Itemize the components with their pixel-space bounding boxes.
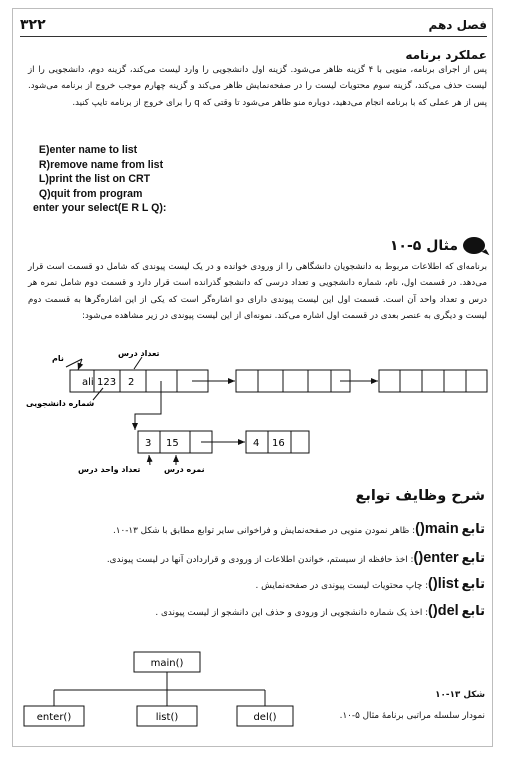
grade2-text: 4 bbox=[253, 438, 260, 449]
example-title-text: مثال ۵-۱۰ bbox=[389, 237, 458, 254]
section-paragraph: پس از اجرای برنامه، منویی با ۴ گزینه ظاهر می‌شود. گزینه اول دانشجویی را وارد لیست می‌کند، گزینه دوم، دانشجویی را از لیست حذف می‌کند، گزینه سوم محتویات لیست را در صفحه‌نمایش ظاهر می‌کند و گزینه چهارم موجب خروج از برنامه می‌شود. پس از هر عملی که با برنامه انجام می‌دهید، دوباره منو ظاهر می‌شود تا وقتی که q را برای خروج از برنامه تایپ کنید. bbox=[28, 65, 487, 108]
node-main-label: main() bbox=[150, 658, 184, 669]
menu-line: E)enter name to list bbox=[33, 144, 138, 156]
section-title: عملکرد برنامه bbox=[405, 48, 487, 62]
function-name: main() bbox=[415, 521, 459, 537]
figure-caption: نمودار سلسله مراتبی برنامهٔ مثال ۵-۱۰. bbox=[339, 711, 485, 721]
node-del-label: del() bbox=[253, 712, 277, 723]
units1-text: 15 bbox=[166, 438, 179, 449]
function-item: تابع del(): اخذ یک شماره دانشجویی از ورودی و حذف این دانشجو از لیست پیوندی . bbox=[155, 603, 485, 619]
units2-text: 16 bbox=[272, 438, 285, 449]
function-name: del() bbox=[428, 603, 459, 619]
page-number: ۳۲۲ bbox=[20, 17, 46, 33]
node-id-text: 123 bbox=[97, 377, 117, 388]
node-name-text: ali bbox=[82, 377, 94, 388]
function-desc: اخذ یک شماره دانشجویی از ورودی و حذف این دانشجو از لیست پیوندی . bbox=[155, 608, 423, 618]
menu-line: R)remove name from list bbox=[33, 158, 164, 171]
function-item: تابع list(): چاپ محتویات لیست پیوندی در صفحه‌نمایش . bbox=[255, 576, 485, 592]
function-keyword: تابع bbox=[461, 577, 485, 592]
node-count-text: 2 bbox=[128, 377, 135, 388]
node-enter-label: enter() bbox=[36, 712, 72, 723]
label-grade: نمره درس bbox=[164, 465, 205, 474]
menu-line: L)print the list on CRT bbox=[33, 173, 151, 186]
label-name: نام bbox=[52, 354, 64, 363]
function-name: enter() bbox=[413, 550, 459, 566]
label-count: تعداد درس bbox=[118, 349, 160, 358]
function-keyword: تابع bbox=[461, 551, 485, 566]
function-keyword: تابع bbox=[461, 604, 485, 619]
label-id: شماره دانشجویی bbox=[26, 399, 95, 408]
menu-line: enter your select(E R L Q): bbox=[33, 202, 167, 215]
figure-number: شکل ۱۳-۱۰ bbox=[435, 690, 485, 700]
function-desc: اخذ حافظه از سیستم، خواندن اطلاعات از ورودی و قراردادن آنها در لیست پیوندی. bbox=[106, 555, 408, 565]
function-desc: ظاهر نمودن منویی در صفحه‌نمایش و فراخوانی سایر توابع مطابق با شکل ۱۳-۱۰. bbox=[112, 526, 410, 536]
function-name: list() bbox=[428, 576, 459, 592]
function-item: تابع enter(): اخذ حافظه از سیستم، خواندن اطلاعات از ورودی و قراردادن آنها در لیست پیوندی. bbox=[106, 550, 485, 566]
example-paragraph: برنامه‌ای که اطلاعات مربوط به دانشجویان دانشگاهی را از ورودی خوانده و در یک لیست پیوندی که شامل دو قسمت است قرار می‌دهد. در قسمت اول، نام، شماره دانشجویی و تعداد درسی که دانشجو گذرانده است قرار دارد و قسمت دوم شامل نمره هر درس و تعداد واحد آن است. قسمت اول این لیست پیوندی دارای دو اشاره‌گر است که یکی از این اشاره‌گرها به قسمت دوم لیست و دیگری به عنصر بعدی در قسمت اول اشاره می‌کند. نمونه‌ای از این لیست پیوندی در زیر مشاهده می‌شود: bbox=[28, 262, 487, 322]
function-item: تابع main(): ظاهر نمودن منویی در صفحه‌نمایش و فراخوانی سایر توابع مطابق با شکل ۱۳-۱۰. bbox=[112, 521, 485, 537]
grade1-text: 3 bbox=[145, 438, 152, 449]
label-units: تعداد واحد درس bbox=[78, 465, 141, 474]
functions-heading: شرح وظایف توابع bbox=[355, 488, 485, 504]
chapter-title: فصل دهم bbox=[428, 18, 487, 32]
menu-line: Q)quit from program bbox=[33, 187, 143, 200]
function-keyword: تابع bbox=[461, 522, 485, 537]
node-list-label: list() bbox=[155, 712, 179, 723]
function-desc: چاپ محتویات لیست پیوندی در صفحه‌نمایش . bbox=[255, 581, 423, 591]
